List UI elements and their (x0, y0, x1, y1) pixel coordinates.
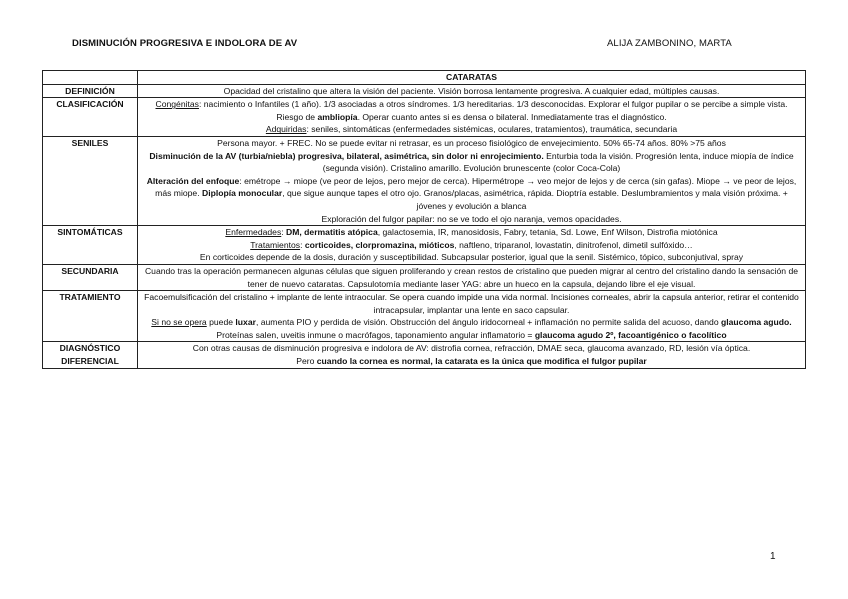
table-row (43, 342, 806, 368)
diagnostico-conclusion (141, 355, 802, 368)
sintomaticas-enfermedades (141, 226, 802, 239)
document-title: DISMINUCIÓN PROGRESIVA E INDOLORA DE AV (72, 38, 298, 49)
enfermedades-bold: DM, dermatitis atópica (286, 227, 378, 238)
congenitas-text: : nacimiento o Infantiles (1 año). 1/3 asociadas a otros síndromes. 1/3 hereditarias. 1/3 desconocidas. Explorar el fulgor pupilar o se percibe a simple vista. Riesgo de (198, 99, 788, 122)
enfermedades-label: Enfermedades (225, 227, 282, 238)
clasificacion-adquiridas (141, 123, 802, 136)
diagnostico-text1: Con otras causas de disminución progresiva e indolora de AV: distrofia cornea, refracción, DMAE seca, glaucoma avanzado, RD, lesión vía óptica. (192, 343, 751, 354)
adquiridas-text: : seniles, sintomáticas (enfermedades sistémicas, oculares, tratamientos), traumática, secundaria (306, 124, 678, 135)
tratamientos-label: Tratamientos (250, 239, 301, 250)
congenitas-tail: . Operar cuanto antes si es densa o bilateral. Inmediatamente tras el diagnóstico. (357, 111, 667, 122)
tratamientos-colon: : (300, 239, 305, 250)
row-content-diagnostico (138, 342, 806, 368)
tratamientos-text: , naftleno, triparanol, lovastatin, dinitrofenol, dimetil sulfóxido… (454, 239, 693, 250)
table-row (43, 98, 806, 137)
glaucoma-term: glaucoma agudo. (721, 317, 792, 328)
table-row (43, 136, 806, 225)
document-author: ALIJA ZAMBONINO, MARTA (607, 38, 732, 49)
clasificacion-congenitas (141, 98, 802, 123)
seniles-para2 (141, 150, 802, 175)
sintomaticas-tratamientos (141, 239, 802, 252)
diagnostico-label-line1: DIAGNÓSTICO (59, 343, 121, 354)
row-content-seniles (138, 136, 806, 225)
enfermedades-colon: : (281, 227, 287, 238)
tratamiento-no-opera (141, 316, 802, 341)
no-opera-text1: puede (206, 317, 236, 328)
diagnostico-label-line2: DIFERENCIAL (61, 356, 119, 367)
no-opera-label: Si no se opera (151, 317, 207, 328)
table-row (43, 291, 806, 342)
row-content-tratamiento (138, 291, 806, 342)
tratamiento-text1: Facoemulsificación del cristalino + implante de lente intraocular. Se opera cuando impide una vida normal. Incisiones corneales, abrir la capsula anterior, retirar el contenido intracapsular, implantar una lente en saco capsular. (144, 292, 799, 315)
row-label-tratamiento: TRATAMIENTO (43, 291, 138, 342)
no-opera-text2: , aumenta PIO y perdida de visión. Obstrucción del ángulo iridocorneal + inflamación no permite salida del acuoso, dando (255, 317, 722, 328)
row-content-definicion: Opacidad del cristalino que altera la visión del paciente. Visión borrosa lentamente progresiva. A cualquier edad, múltiples causas. (138, 84, 806, 98)
row-content-clasificacion (138, 98, 806, 137)
row-label-diagnostico (43, 342, 138, 368)
enfermedades-text: , galactosemia, IR, manosidosis, Fabry, tetania, Sd. Lowe, Enf Wilson, Distrofia miotónica (377, 227, 718, 238)
page-number: 1 (770, 551, 776, 562)
table-row (43, 226, 806, 265)
tratamientos-bold: corticoides, clorpromazina, mióticos (304, 239, 455, 250)
row-label-definicion: DEFINICIÓN (43, 84, 138, 98)
seniles-text1: Enturbia toda la visión. Progresión lenta, induce miopía de índice (segunda visión). Cristalino amarillo. Evolución brunescente (color Coca-Cola) (322, 150, 794, 174)
glaucoma-2-term: glaucoma agudo 2º, facoantigénico o facolítico (534, 329, 727, 340)
row-label-seniles: SENILES (43, 136, 138, 225)
row-content-secundaria: Cuando tras la operación permanecen algunas células que siguen proliferando y crean restos de cristalino que pueden migrar al centro del cristalino dando la sensación de tener de nuevo cataratas. Capsulotomía mediante laser YAG: abre un hueco en la capsula, dejando libre el eje visual. (138, 264, 806, 290)
seniles-bold3: Diplopía monocular (201, 188, 283, 199)
seniles-para3 (141, 175, 802, 213)
sintomaticas-line3: En corticoides depende de la dosis, duración y susceptibilidad. Subcapsular posterior, igual que la senil. Sistémico, tópico, subconjutival, spray (199, 252, 744, 263)
diagnostico-pero: Pero (296, 356, 317, 367)
row-content-sintomaticas (138, 226, 806, 265)
table-caption: CATARATAS (138, 71, 806, 85)
adquiridas-label: Adquiridas (265, 124, 307, 135)
table-row (43, 84, 806, 98)
diagnostico-bold: cuando la cornea es normal, la catarata es la única que modifica el fulgor pupilar (316, 356, 647, 367)
table-row (43, 264, 806, 290)
congenitas-label: Congénitas (155, 99, 199, 110)
ambliopia-term: ambliopía (317, 111, 358, 122)
luxar-term: luxar (235, 317, 256, 328)
row-label-sintomaticas: SINTOMÁTICAS (43, 226, 138, 265)
table-caption-row (43, 71, 806, 85)
row-label-secundaria: SECUNDARIA (43, 264, 138, 290)
seniles-bold1: Disminución de la AV (turbia/niebla) progresiva, bilateral, asimétrica, sin dolor ni enrojecimiento. (149, 150, 544, 161)
seniles-text2: : emétrope → miope (ve peor de lejos, pero mejor de cerca). Hipermétrope → veo mejor de lejos y de cerca (sin gafas). Miope → ve peor de lejos, más miope. (155, 175, 797, 199)
no-opera-text3: Proteínas salen, uveitis inmune o macrófagos, taponamiento angular inflamatorio = (216, 329, 535, 340)
seniles-line-last: Exploración del fulgor papilar: no se ve todo el ojo naranja, vemos opacidades. (321, 213, 622, 224)
seniles-bold2: Alteración del enfoque (146, 175, 240, 186)
cataratas-table (42, 70, 806, 369)
seniles-text3: , que sigue aunque tapes el otro ojo. Granos/placas, asimétrica, rápida. Dioptría estable. Deslumbramientos y mala visión próxima. + jóvenes y evolución a blanca (282, 188, 788, 211)
row-label-clasificacion: CLASIFICACIÓN (43, 98, 138, 137)
empty-corner-cell (43, 71, 138, 85)
seniles-line1: Persona mayor. + FREC. No se puede evitar ni retrasar, es un proceso fisiológico de envejecimiento. 50% 65-74 años. 80% >75 años (217, 137, 726, 148)
